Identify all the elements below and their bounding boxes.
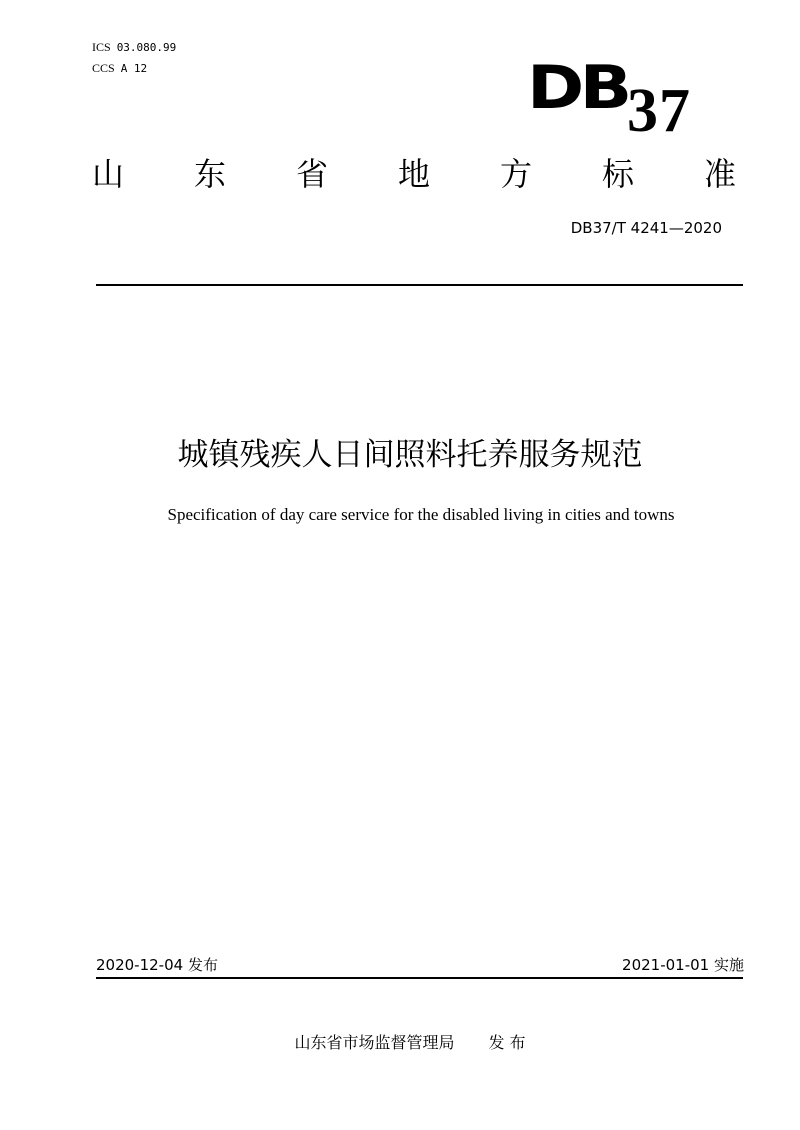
ccs-code: A 12 [120,62,148,75]
ics-code-line [92,40,176,55]
issue-date: 2020-12-04 发布 [96,956,218,974]
category-char: 省 [295,155,328,193]
ccs-label: CCS [92,61,115,75]
ics-code: 03.080.99 [116,41,177,54]
category-char: 方 [499,155,532,193]
category-char: 准 [703,155,736,193]
publisher-name: 山东省市场监督管理局 [294,1033,455,1052]
category-char: 东 [193,155,226,193]
category-char: 山 [91,155,124,193]
ics-label: ICS [92,40,111,54]
top-divider [96,284,743,286]
document-title-chinese: 城镇残疾人日间照料托养服务规范 [177,437,643,473]
document-title-english: Specification of day care service for the disabled living in cities and towns [167,505,675,524]
publisher-line [0,1032,800,1054]
implementation-date: 2021-01-01 实施 [622,956,744,974]
db-logo-letters: DB [527,53,628,123]
category-char: 标 [601,155,634,193]
publisher-action: 发 布 [488,1033,526,1052]
db-logo-number: 37 [627,77,691,145]
standard-number: DB37/T 4241—2020 [570,219,722,237]
db-logo [527,53,737,148]
ccs-code-line [92,61,147,76]
category-char: 地 [397,155,430,193]
standard-category [90,152,738,196]
bottom-divider [96,977,743,979]
